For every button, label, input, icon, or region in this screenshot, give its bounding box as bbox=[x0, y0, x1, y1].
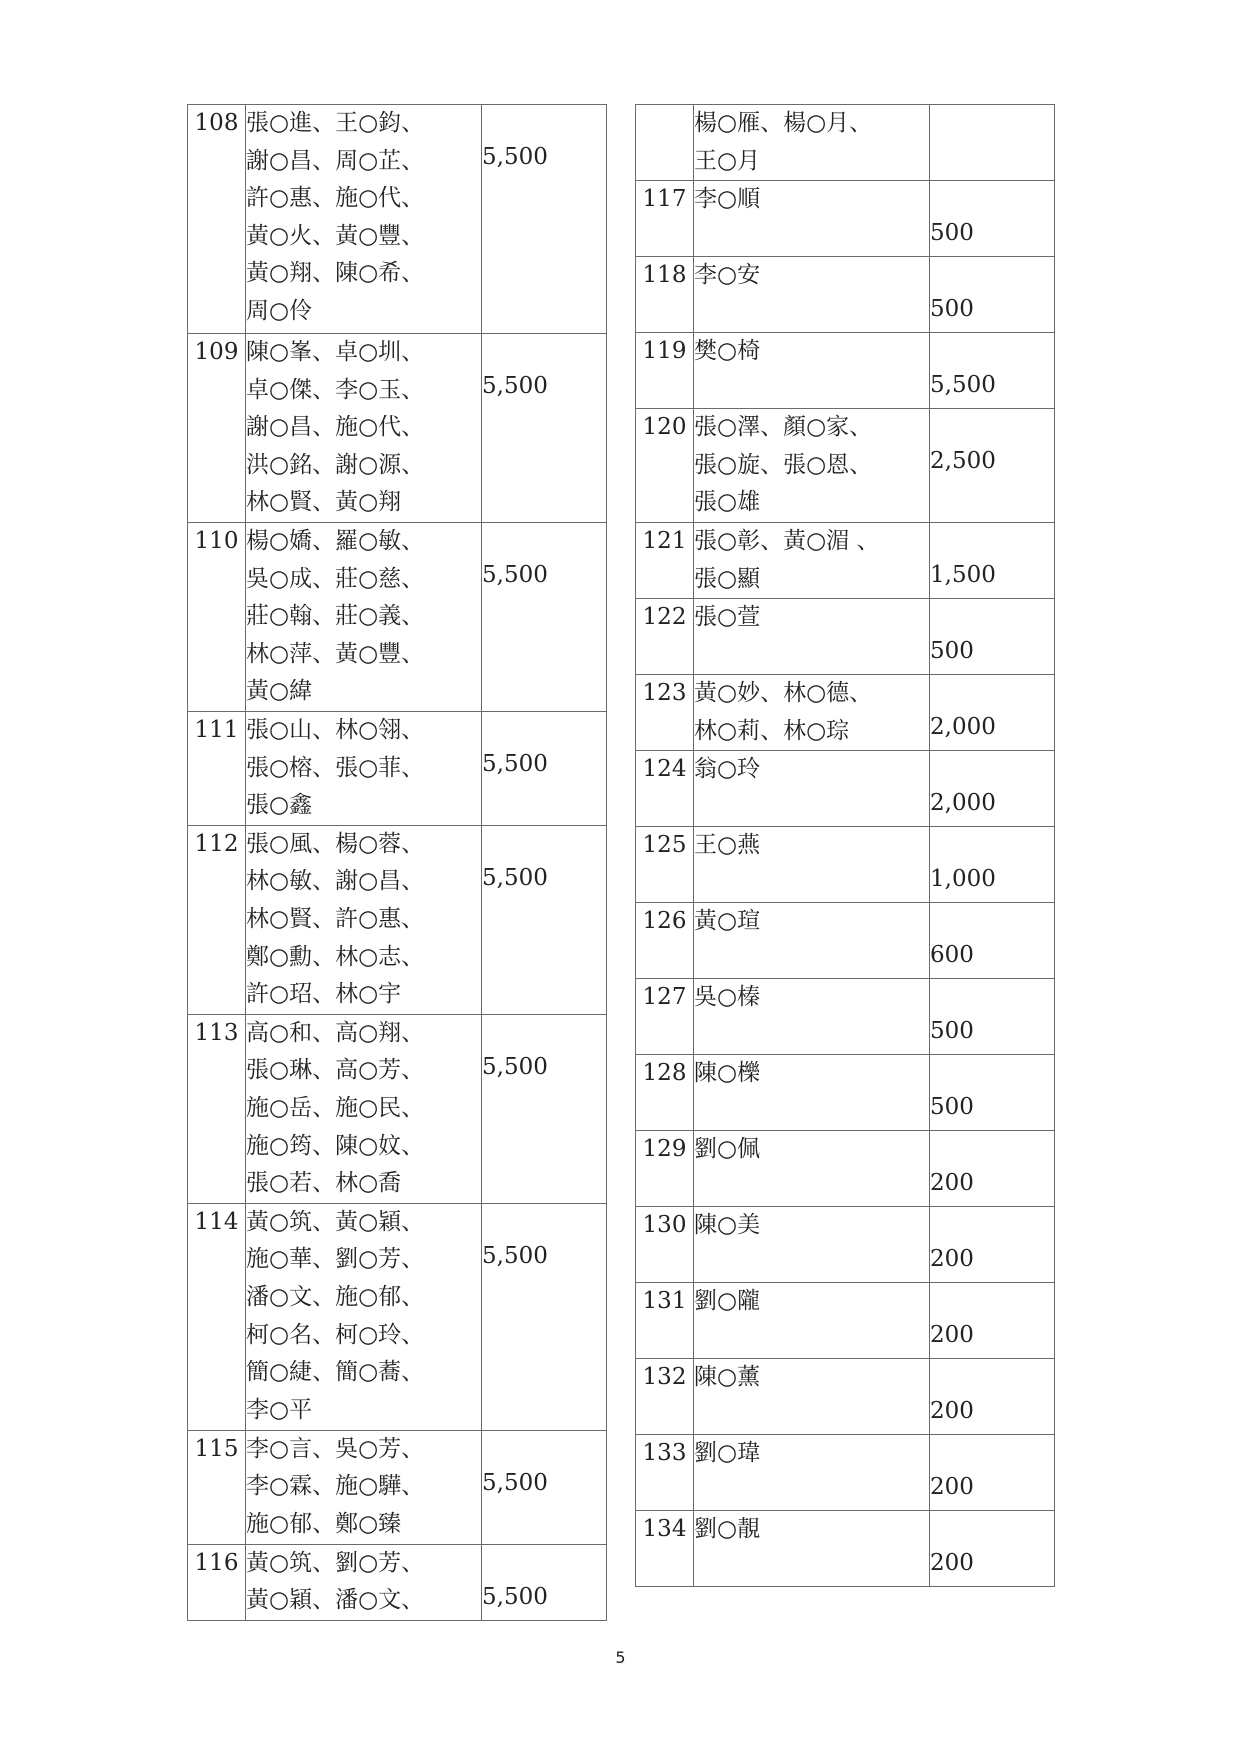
entry-number: 126 bbox=[636, 903, 694, 979]
table-row bbox=[188, 523, 607, 712]
table-row bbox=[636, 181, 1055, 257]
donation-amount: 2,500 bbox=[930, 409, 1055, 523]
donor-name-line: 劉○靚 bbox=[694, 1516, 761, 1543]
table-row bbox=[636, 903, 1055, 979]
donation-amount: 5,500 bbox=[930, 333, 1055, 409]
donation-amount: 5,500 bbox=[482, 523, 607, 712]
donor-name-line: 黃○穎、潘○文、 bbox=[246, 1587, 425, 1614]
donor-name-line: 黃○緯 bbox=[246, 678, 313, 705]
entry-number: 115 bbox=[188, 1430, 246, 1544]
donor-names bbox=[694, 1435, 930, 1511]
donor-name-line: 張○彰、黃○湄 、 bbox=[694, 527, 880, 554]
donor-name-line: 高○和、高○翔、 bbox=[246, 1019, 425, 1046]
donor-name-line: 林○賢、黃○翔 bbox=[246, 489, 402, 516]
donor-name-line: 張○風、楊○蓉、 bbox=[246, 830, 425, 857]
table-row bbox=[636, 105, 1055, 181]
entry-number: 132 bbox=[636, 1359, 694, 1435]
donor-name-line: 柯○名、柯○玲、 bbox=[246, 1321, 425, 1348]
donor-name-line: 潘○文、施○郁、 bbox=[246, 1283, 425, 1310]
table-row bbox=[636, 522, 1055, 598]
donation-amount: 1,000 bbox=[930, 827, 1055, 903]
table-row bbox=[636, 827, 1055, 903]
donor-name-line: 王○月 bbox=[694, 147, 761, 174]
table-row bbox=[188, 712, 607, 826]
table-row bbox=[636, 1283, 1055, 1359]
donor-name-line: 張○鑫 bbox=[246, 792, 313, 819]
donation-amount: 1,500 bbox=[930, 522, 1055, 598]
donor-name-line: 李○言、吳○芳、 bbox=[246, 1435, 425, 1462]
donor-name-line: 陳○峯、卓○圳、 bbox=[246, 339, 425, 365]
donation-amount: 500 bbox=[930, 979, 1055, 1055]
donor-names bbox=[694, 1131, 930, 1207]
table-row bbox=[188, 105, 607, 334]
table-row bbox=[636, 1207, 1055, 1283]
entry-number: 131 bbox=[636, 1283, 694, 1359]
entry-number: 127 bbox=[636, 979, 694, 1055]
donation-amount: 5,500 bbox=[482, 825, 607, 1014]
donor-name-line: 張○榕、張○菲、 bbox=[246, 754, 425, 781]
donor-name-line: 劉○隴 bbox=[694, 1288, 761, 1315]
donor-name-line: 張○若、林○喬 bbox=[246, 1170, 402, 1197]
entry-number: 108 bbox=[188, 105, 246, 334]
donation-amount: 5,500 bbox=[482, 105, 607, 334]
donor-names bbox=[694, 903, 930, 979]
donor-name-line: 許○惠、施○代、 bbox=[246, 185, 425, 212]
donor-name-line: 吳○成、莊○慈、 bbox=[246, 565, 425, 592]
donation-amount: 2,000 bbox=[930, 675, 1055, 751]
donor-name-line: 楊○雁、楊○月、 bbox=[694, 110, 873, 136]
donor-names bbox=[694, 181, 930, 257]
page-number: 5 bbox=[615, 1648, 626, 1667]
entry-number bbox=[636, 105, 694, 181]
donor-names bbox=[694, 599, 930, 675]
entry-number: 118 bbox=[636, 257, 694, 333]
donation-amount: 5,500 bbox=[482, 712, 607, 826]
table-row bbox=[636, 751, 1055, 827]
donor-name-line: 施○岳、施○民、 bbox=[246, 1094, 425, 1121]
donor-name-line: 王○燕 bbox=[694, 832, 761, 859]
donation-amount: 200 bbox=[930, 1359, 1055, 1435]
donation-amount: 200 bbox=[930, 1207, 1055, 1283]
donor-names bbox=[694, 827, 930, 903]
donor-names bbox=[694, 979, 930, 1055]
donor-names bbox=[694, 257, 930, 333]
donor-name-line: 林○莉、林○琮 bbox=[694, 717, 850, 744]
donor-name-line: 黃○瑄 bbox=[694, 908, 761, 935]
table-row bbox=[636, 1511, 1055, 1587]
donor-name-line: 張○旋、張○恩、 bbox=[694, 451, 873, 478]
table-row bbox=[636, 1359, 1055, 1435]
donor-name-line: 林○萍、黃○豐、 bbox=[246, 640, 425, 667]
donation-amount: 600 bbox=[930, 903, 1055, 979]
donor-names bbox=[694, 333, 930, 409]
donor-name-line: 簡○緁、簡○蕎、 bbox=[246, 1359, 425, 1386]
table-row bbox=[636, 257, 1055, 333]
table-row bbox=[636, 675, 1055, 751]
donor-name-line: 莊○翰、莊○義、 bbox=[246, 603, 425, 630]
donor-name-line: 翁○玲 bbox=[694, 756, 761, 783]
donor-name-line: 張○琳、高○芳、 bbox=[246, 1057, 425, 1084]
table-row bbox=[188, 334, 607, 523]
donation-amount: 500 bbox=[930, 1055, 1055, 1131]
table-row bbox=[636, 599, 1055, 675]
donor-name-line: 洪○銘、謝○源、 bbox=[246, 451, 425, 478]
entry-number: 121 bbox=[636, 522, 694, 598]
table-row bbox=[188, 1430, 607, 1544]
donation-amount: 5,500 bbox=[482, 1544, 607, 1620]
donor-name-line: 劉○佩 bbox=[694, 1136, 761, 1163]
donor-names bbox=[694, 751, 930, 827]
entry-number: 130 bbox=[636, 1207, 694, 1283]
donor-name-line: 黃○筑、黃○穎、 bbox=[246, 1208, 425, 1235]
donor-name-line: 張○顯 bbox=[694, 565, 761, 592]
donor-name-line: 張○進、王○鈞、 bbox=[246, 110, 425, 136]
entry-number: 120 bbox=[636, 409, 694, 523]
entry-number: 116 bbox=[188, 1544, 246, 1620]
table-row bbox=[188, 1544, 607, 1620]
donor-name-line: 黃○妙、林○德、 bbox=[694, 680, 873, 707]
entry-number: 109 bbox=[188, 334, 246, 523]
donor-name-line: 李○平 bbox=[246, 1396, 313, 1423]
donor-name-line: 施○郁、鄭○臻 bbox=[246, 1510, 402, 1537]
donor-name-line: 張○雄 bbox=[694, 489, 761, 516]
donor-name-line: 李○霖、施○驊、 bbox=[246, 1473, 425, 1500]
donor-name-line: 黃○火、黃○豐、 bbox=[246, 222, 425, 249]
entry-number: 122 bbox=[636, 599, 694, 675]
donation-amount: 5,500 bbox=[482, 1203, 607, 1430]
donation-table-left bbox=[187, 104, 607, 1621]
table-row bbox=[636, 1055, 1055, 1131]
donor-name-line: 林○敏、謝○昌、 bbox=[246, 868, 425, 895]
donor-name-line: 張○澤、顏○家、 bbox=[694, 414, 873, 441]
donor-names bbox=[694, 1511, 930, 1587]
entry-number: 128 bbox=[636, 1055, 694, 1131]
donation-amount: 500 bbox=[930, 181, 1055, 257]
donor-names bbox=[246, 1430, 482, 1544]
donor-name-line: 陳○櫟 bbox=[694, 1060, 761, 1087]
donor-name-line: 李○安 bbox=[694, 262, 761, 289]
donor-name-line: 張○萱 bbox=[694, 604, 761, 631]
donor-name-line: 許○玿、林○宇 bbox=[246, 981, 402, 1008]
donor-names bbox=[694, 1207, 930, 1283]
table-row bbox=[636, 409, 1055, 523]
donation-amount bbox=[930, 105, 1055, 181]
donor-names bbox=[694, 675, 930, 751]
entry-number: 113 bbox=[188, 1014, 246, 1203]
donor-names bbox=[246, 334, 482, 523]
donation-table-right bbox=[635, 104, 1055, 1587]
donor-name-line: 謝○昌、周○芷、 bbox=[246, 147, 425, 174]
donor-name-line: 楊○嬌、羅○敏、 bbox=[246, 528, 425, 554]
donor-names bbox=[246, 523, 482, 712]
donor-names bbox=[694, 409, 930, 523]
donor-name-line: 樊○椅 bbox=[694, 338, 761, 365]
donor-name-line: 林○賢、許○惠、 bbox=[246, 905, 425, 932]
table-row bbox=[188, 825, 607, 1014]
donor-names bbox=[246, 825, 482, 1014]
donation-amount: 5,500 bbox=[482, 334, 607, 523]
donation-amount: 200 bbox=[930, 1131, 1055, 1207]
table-row bbox=[636, 1131, 1055, 1207]
donor-name-line: 黃○筑、劉○芳、 bbox=[246, 1549, 425, 1576]
donation-amount: 5,500 bbox=[482, 1014, 607, 1203]
entry-number: 124 bbox=[636, 751, 694, 827]
entry-number: 129 bbox=[636, 1131, 694, 1207]
donor-names bbox=[694, 522, 930, 598]
table-row bbox=[636, 979, 1055, 1055]
donor-names bbox=[246, 1544, 482, 1620]
table-row bbox=[188, 1014, 607, 1203]
entry-number: 133 bbox=[636, 1435, 694, 1511]
entry-number: 123 bbox=[636, 675, 694, 751]
donation-amount: 2,000 bbox=[930, 751, 1055, 827]
donation-amount: 5,500 bbox=[482, 1430, 607, 1544]
donor-name-line: 李○順 bbox=[694, 186, 761, 213]
donor-names bbox=[246, 105, 482, 334]
donation-amount: 500 bbox=[930, 257, 1055, 333]
donor-name-line: 陳○薰 bbox=[694, 1364, 761, 1391]
donation-amount: 200 bbox=[930, 1435, 1055, 1511]
donor-name-line: 卓○傑、李○玉、 bbox=[246, 376, 425, 403]
donor-names bbox=[246, 1014, 482, 1203]
donor-name-line: 謝○昌、施○代、 bbox=[246, 414, 425, 441]
entry-number: 110 bbox=[188, 523, 246, 712]
donor-names bbox=[694, 1359, 930, 1435]
donor-names bbox=[694, 105, 930, 181]
donor-name-line: 周○伶 bbox=[246, 297, 313, 324]
donor-name-line: 鄭○勳、林○志、 bbox=[246, 943, 425, 970]
donation-amount: 500 bbox=[930, 599, 1055, 675]
donation-amount: 200 bbox=[930, 1511, 1055, 1587]
donor-name-line: 張○山、林○翎、 bbox=[246, 717, 425, 743]
donor-names bbox=[246, 1203, 482, 1430]
table-row bbox=[188, 1203, 607, 1430]
donor-name-line: 黃○翔、陳○希、 bbox=[246, 260, 425, 287]
entry-number: 117 bbox=[636, 181, 694, 257]
table-row bbox=[636, 333, 1055, 409]
table-row bbox=[636, 1435, 1055, 1511]
donation-amount: 200 bbox=[930, 1283, 1055, 1359]
entry-number: 125 bbox=[636, 827, 694, 903]
entry-number: 119 bbox=[636, 333, 694, 409]
entry-number: 134 bbox=[636, 1511, 694, 1587]
donor-name-line: 吳○榛 bbox=[694, 984, 761, 1011]
entry-number: 112 bbox=[188, 825, 246, 1014]
donor-name-line: 施○筠、陳○妏、 bbox=[246, 1132, 425, 1159]
donor-name-line: 施○華、劉○芳、 bbox=[246, 1246, 425, 1273]
donor-name-line: 陳○美 bbox=[694, 1212, 761, 1239]
donor-names bbox=[694, 1283, 930, 1359]
donor-names bbox=[246, 712, 482, 826]
entry-number: 114 bbox=[188, 1203, 246, 1430]
donor-names bbox=[694, 1055, 930, 1131]
entry-number: 111 bbox=[188, 712, 246, 826]
donor-name-line: 劉○瑋 bbox=[694, 1440, 761, 1467]
